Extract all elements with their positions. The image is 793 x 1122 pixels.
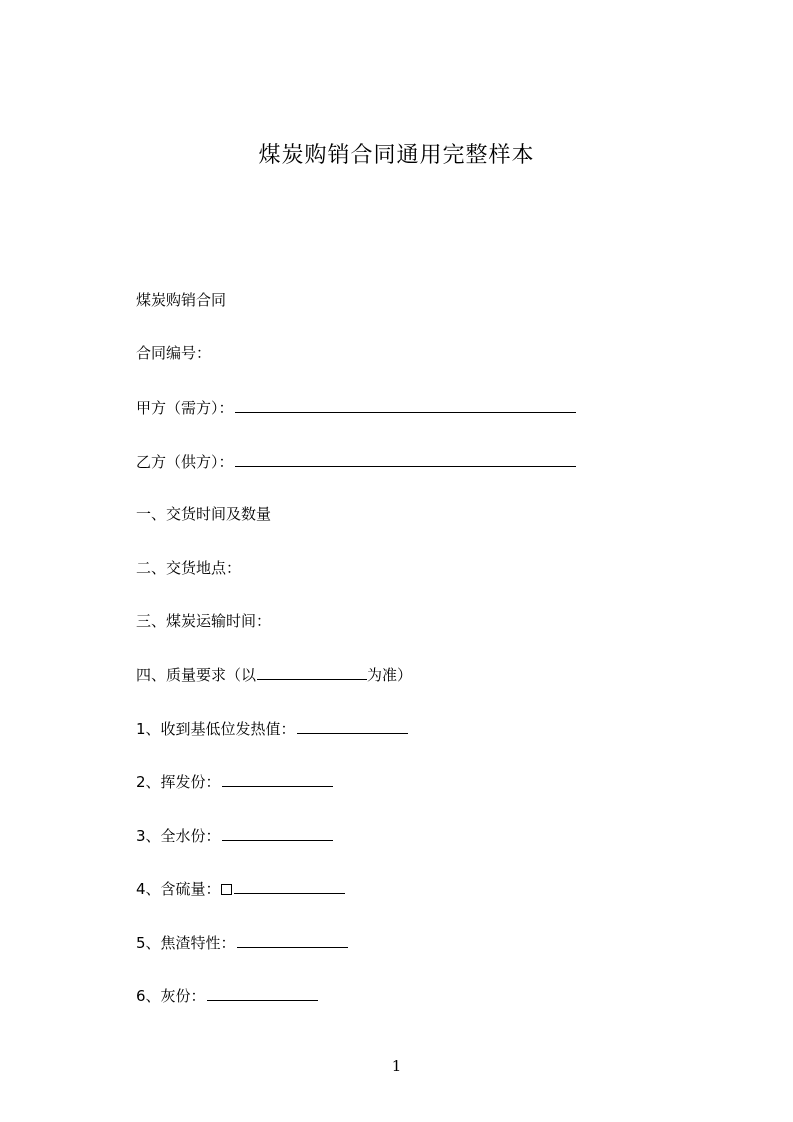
contract-heading: 煤炭购销合同 [136,291,227,309]
party-b-label: 乙方（供方）： [136,453,234,471]
party-a-label: 甲方（需方）： [136,399,234,417]
item-volatile-line [136,770,333,793]
quality-standard-blank [257,663,367,680]
item-volatile-label: 2、挥发份： [136,773,221,791]
contract-number-label: 合同编号： [136,344,212,362]
item-moisture-label: 3、全水份： [136,827,221,845]
party-b-blank [235,450,576,467]
party-a-line [136,396,576,419]
item-moisture-blank [222,824,333,841]
party-b-line [136,450,576,473]
section-quality-suffix: 为准） [367,666,413,684]
item-coke-label: 5、焦渣特性： [136,934,236,952]
section-quality-line [136,663,412,686]
section-delivery-time: 一、交货时间及数量 [136,505,272,523]
item-ash-line [136,984,318,1007]
item-ash-blank [207,984,318,1001]
item-sulfur-line [136,877,345,900]
section-quality-prefix: 四、质量要求（以 [136,666,257,684]
item-calorific-blank [297,717,408,734]
item-calorific-label: 1、收到基低位发热值： [136,720,296,738]
item-volatile-blank [222,770,333,787]
item-moisture-line [136,824,333,847]
section-transport-time: 三、煤炭运输时间： [136,612,272,630]
item-sulfur-blank [234,877,345,894]
item-ash-label: 6、灰份： [136,987,206,1005]
section-delivery-place: 二、交货地点： [136,559,242,577]
item-coke-blank [237,931,348,948]
page-number: 1 [391,1057,402,1075]
item-sulfur-label: 4、含硫量： [136,880,221,898]
item-coke-line [136,931,348,954]
item-calorific-line [136,717,408,740]
party-a-blank [235,396,576,413]
document-title: 煤炭购销合同通用完整样本 [258,143,535,168]
checkbox-square-icon [221,884,232,895]
